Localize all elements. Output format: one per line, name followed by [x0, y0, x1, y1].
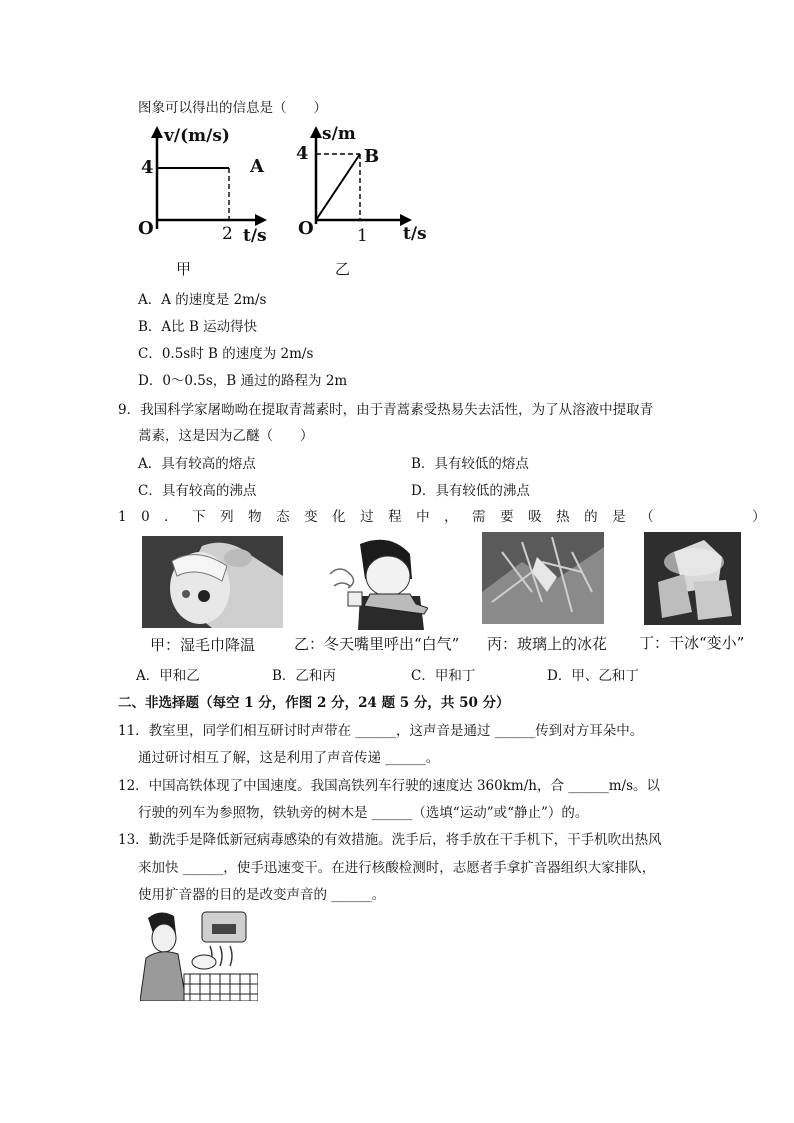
q8-option-c: C．0.5s时 B 的速度为 2m/s: [138, 346, 314, 362]
q13-line1: 13．勤洗手是降低新冠病毒感染的有效措施。洗手后，将手放在干手机下，干手机吹出热风: [118, 832, 662, 848]
yi-y-arrow: [310, 126, 322, 138]
jia-x-arrow: [255, 214, 267, 226]
section2-heading: 二、非选择题（每空 1 分，作图 2 分，24 题 5 分，共 50 分）: [118, 695, 510, 711]
yi-line-b: [316, 154, 360, 220]
q9-option-d: D．具有较低的沸点: [411, 483, 530, 499]
yi-y-tick: 4: [296, 143, 309, 164]
q13-line2: 来加快 ______，使手迅速变干。在进行核酸检测时，志愿者手拿扩音器组织大家排队，: [138, 860, 656, 876]
q10-stem: 10．下列物态变化过程中，需要吸热的是（ ）: [118, 509, 781, 525]
yi-x-label: t/s: [403, 224, 427, 244]
jia-line-label: A: [250, 156, 264, 177]
jia-x-tick: 2: [222, 224, 233, 244]
q8-option-a: A．A 的速度是 2m/s: [138, 292, 267, 308]
yi-line-label: B: [364, 146, 380, 167]
q10-caption-ding: 丁：干冰“变小”: [639, 634, 745, 652]
q10-option-c: C．甲和丁: [411, 668, 476, 684]
q8-option-d: D．0～0.5s，B 通过的路程为 2m: [138, 373, 348, 389]
q12-line2: 行驶的列车为参照物，铁轨旁的树木是 ______（选填“运动”或“静止”）的。: [138, 805, 589, 821]
q10-caption-jia: 甲：湿毛巾降温: [150, 636, 256, 654]
q10-caption-yi: 乙：冬天嘴里呼出“白气”: [294, 635, 460, 653]
yi-x-tick: 1: [357, 226, 368, 246]
hand-dryer-illustration: [140, 908, 258, 1001]
photo-wet-towel: [142, 536, 283, 628]
jia-caption: 甲: [176, 260, 192, 278]
q12-line1: 12．中国高铁体现了中国速度。我国高铁列车行驶的速度达 360km/h，合 ______m/s。以: [118, 778, 661, 794]
jia-y-label: v/(m/s): [164, 126, 230, 146]
q9-option-c: C．具有较高的沸点: [138, 483, 257, 499]
photo-dry-ice: [644, 532, 741, 625]
q10-option-a: A．甲和乙: [136, 668, 200, 684]
jia-origin: O: [138, 218, 154, 239]
q9-line1: 9．我国科学家屠呦呦在提取青蒿素时，由于青蒿素受热易失去活性，为了从溶液中提取青: [118, 402, 654, 418]
q11-line2: 通过研讨相互了解，这是利用了声音传递 ______。: [138, 750, 440, 766]
q8-option-b: B．A比 B 运动得快: [138, 319, 258, 335]
q11-line1: 11．教室里，同学们相互研讨时声带在 ______，这声音是通过 ______传到对方耳朵中。: [118, 723, 644, 739]
q9-option-a: A．具有较高的熔点: [138, 456, 256, 472]
q13-line3: 使用扩音器的目的是改变声音的 ______。: [138, 887, 386, 903]
q9-option-b: B．具有较低的熔点: [411, 456, 529, 472]
jia-x-label: t/s: [243, 226, 267, 246]
photo-breath: [320, 534, 428, 630]
q8-stem: 图象可以得出的信息是（ ）: [138, 100, 327, 116]
jia-y-arrow: [151, 126, 163, 138]
yi-caption: 乙: [335, 260, 351, 278]
q10-option-b: B．乙和丙: [272, 668, 336, 684]
q9-line2: 蒿素，这是因为乙醚（ ）: [138, 428, 314, 444]
photo-ice-flower: [482, 532, 604, 624]
jia-y-tick: 4: [141, 157, 154, 178]
q10-caption-bing: 丙：玻璃上的冰花: [487, 635, 608, 653]
yi-origin: O: [298, 218, 314, 239]
q10-option-d: D．甲、乙和丁: [547, 668, 639, 684]
yi-y-label: s/m: [322, 124, 356, 144]
